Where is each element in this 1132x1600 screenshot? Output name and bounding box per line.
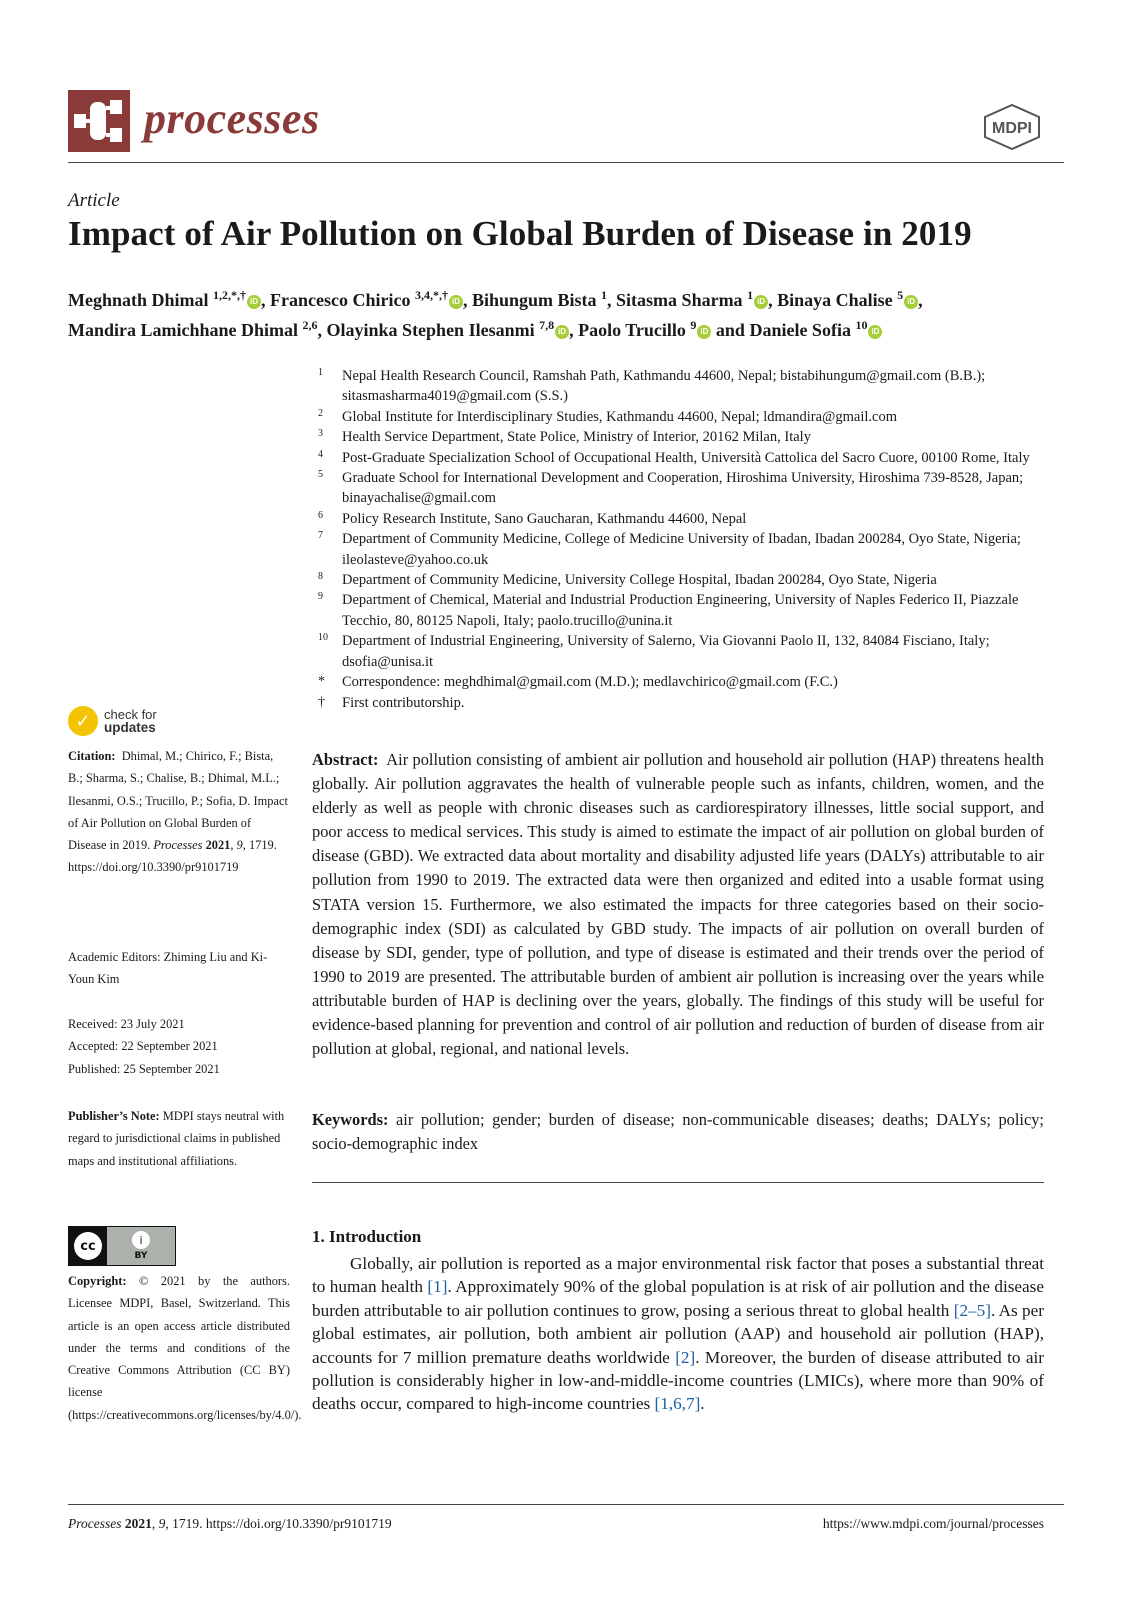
orcid-icon[interactable]: iD	[555, 325, 569, 339]
affiliation-number: 2	[318, 407, 323, 419]
affiliation-item	[318, 529, 1068, 570]
section-divider	[312, 1182, 1044, 1183]
header-divider	[68, 162, 1064, 163]
author-name: Sitasma Sharma	[616, 290, 743, 310]
affiliation-item	[318, 448, 1068, 468]
check-for-updates-button[interactable]	[68, 704, 178, 738]
mdpi-logo	[982, 103, 1042, 151]
orcid-icon[interactable]: iD	[697, 325, 711, 339]
author-affiliation-marker: 2,6	[302, 318, 318, 332]
author-affiliation-marker: 9	[690, 318, 697, 332]
author-affiliation-marker: 1,2,*,†	[213, 288, 247, 302]
check-updates-label: check for updates	[104, 707, 157, 735]
section-heading: 1. Introduction	[312, 1227, 422, 1246]
footer-divider	[68, 1504, 1064, 1505]
author-affiliation-marker: 10	[855, 318, 868, 332]
journal-logo-icon	[68, 90, 130, 152]
affiliation-list	[318, 366, 1068, 713]
affiliation-text: Department of Industrial Engineering, University of Salerno, Via Giovanni Paolo II, 132, 84084 Fisciano, Italy; dsofia@unisa.it	[342, 633, 990, 670]
correspondence-note: * Correspondence: meghdhimal@gmail.com (M.D.); medlavchirico@gmail.com (F.C.)	[318, 674, 838, 691]
affiliation-item	[318, 366, 1068, 407]
author-affiliation-marker: 5	[897, 288, 904, 302]
affiliation-text: Post-Graduate Specialization School of Occupational Health, Università Cattolica del Sacro Cuore, 00100 Rome, Italy	[342, 449, 1030, 466]
affiliation-number: 6	[318, 509, 323, 521]
orcid-icon[interactable]: iD	[868, 325, 882, 339]
contributorship-note: † First contributorship.	[318, 694, 465, 711]
reference-link[interactable]: [2]	[675, 1347, 696, 1367]
affiliation-text: Graduate School for International Development and Cooperation, Hiroshima University, Hiroshima 739-8528, Japan; binayachalise@gmail.com	[342, 470, 1024, 507]
introduction-paragraph: Globally, air pollution is reported as a major environmental risk factor that poses a substantial threat to human health [1]. Approximately 90% of the global population is at risk of air pollution and the disease burden attributable to air pollution continues to grow, posing a serious threat to global health [2–5]. As per global estimates, air pollution, both ambient air pollution (AAP) and household air pollution (HAP), accounts for 7 million premature deaths worldwide [2]. Moreover, the burden of disease attributed to air pollution is considerably higher in low-and-middle-income countries (LMICs), where more than 90% of deaths occur, compared to high-income countries [1,6,7].	[312, 1254, 1045, 1414]
cc-by-license-icon[interactable]: cc i BY	[68, 1226, 176, 1266]
author-affiliation-marker: 1	[747, 288, 754, 302]
affiliation-text: Global Institute for Interdisciplinary Studies, Kathmandu 44600, Nepal; ldmandira@gmail.com	[342, 408, 897, 425]
affiliation-number: 9	[318, 591, 323, 603]
orcid-icon[interactable]: iD	[449, 295, 463, 309]
author-affiliation-marker: 3,4,*,†	[414, 288, 448, 302]
affiliation-item	[318, 631, 1068, 672]
journal-name: processes	[144, 94, 320, 143]
footer-journal-url[interactable]: https://www.mdpi.com/journal/processes	[822, 1516, 1044, 1531]
accepted-date: Accepted: 22 September 2021	[68, 1039, 218, 1054]
affiliation-item	[318, 570, 1068, 590]
author-name: and Daniele Sofia	[715, 320, 851, 340]
author-name: Paolo Trucillo	[578, 320, 686, 340]
check-updates-icon: ✓	[68, 706, 98, 736]
affiliation-number: 10	[318, 632, 328, 644]
affiliation-number: 3	[318, 428, 323, 440]
reference-link[interactable]: [1]	[427, 1277, 448, 1297]
affiliation-text: Nepal Health Research Council, Ramshah Path, Kathmandu 44600, Nepal; bistabihungum@gmail.com (B.B.); sitasmasharma4019@gmail.com (S.S.)	[342, 368, 986, 405]
footer-citation: Processes 2021, 9, 1719. https://doi.org/10.3390/pr9101719	[68, 1516, 392, 1531]
affiliation-number: 8	[318, 571, 323, 583]
affiliation-number: 1	[318, 367, 323, 378]
author-name: Binaya Chalise	[777, 290, 893, 310]
affiliation-text: Department of Chemical, Material and Industrial Production Engineering, University of Naples Federico II, Piazzale Tecchio, 80, 80125 Napoli, Italy; paolo.trucillo@unina.it	[342, 592, 1019, 629]
affiliation-number: 4	[318, 448, 323, 460]
dates-block	[68, 1013, 290, 1080]
affiliation-text: Department of Community Medicine, College of Medicine University of Ibadan, Ibadan 200284, Oyo State, Nigeria; ileolasteve@yahoo.co.uk	[342, 531, 1021, 568]
svg-text:MDPI: MDPI	[992, 120, 1032, 137]
page-title: Impact of Air Pollution on Global Burden of Disease in 2019	[68, 214, 972, 253]
author-name: Bihungum Bista	[471, 290, 597, 310]
publisher-note: Publisher’s Note: MDPI stays neutral with regard to jurisdictional claims in published maps and institutional affiliations.	[68, 1109, 285, 1168]
copyright-block: Copyright: © 2021 by the authors. Licensee MDPI, Basel, Switzerland. This article is an open access article distributed under the terms and conditions of the Creative Commons Attribution (CC BY) license (https://creativecommons.org/licenses/by/4.0/).	[68, 1274, 302, 1422]
affiliation-item	[318, 468, 1068, 509]
received-date: Received: 23 July 2021	[68, 1017, 185, 1031]
abstract: Abstract: Air pollution consisting of ambient air pollution and household air pollution (HAP) threatens health globally. Air pollution aggravates the health of vulnerable people such as infants, children, women, and the elderly as well as people with chronic diseases such as cardiorespiratory illnesses, little social support, and poor access to medical services. This study is aimed to estimate the impact of air pollution on global burden of disease (GBD). We extracted data about mortality and disability adjusted life years (DALYs) attributable to air pollution from 1990 to 2019. The extracted data were then organized and edited into a usable format using STATA version 15. Furthermore, we also estimated the impacts for three categories based on their socio-demographic index (SDI) as calculated by GBD study. The impacts of air pollution on overall burden of disease by SDI, gender, type of pollution, and type of disease is estimated and their trends over the period of 1990 to 2019 are presented. The attributable burden of ambient air pollution is increasing over the years while attributable burden of HAP is declining over the years, globally. The findings of this study will be useful for evidence-based planning for prevention and control of air pollution and reduction of burden of disease from air pollution at global, regional, and national levels.	[312, 750, 1044, 1059]
author-affiliation-marker: 7,8	[539, 318, 555, 332]
author-name: Mandira Lamichhane Dhimal	[68, 320, 299, 340]
author-affiliation-marker: 1	[601, 288, 608, 302]
affiliation-text: Department of Community Medicine, University College Hospital, Ibadan 200284, Oyo State, Nigeria	[342, 572, 937, 589]
keywords: Keywords: air pollution; gender; burden of disease; non-communicable diseases; deaths; DALYs; policy; socio-demographic index	[312, 1110, 1044, 1154]
author-name: Francesco Chirico	[270, 290, 411, 310]
article-type: Article	[68, 190, 120, 211]
orcid-icon[interactable]: iD	[904, 295, 918, 309]
affiliation-number: 7	[318, 530, 323, 542]
affiliation-item	[318, 509, 1068, 529]
orcid-icon[interactable]: iD	[247, 295, 261, 309]
reference-link[interactable]: [2–5]	[953, 1300, 991, 1320]
academic-editors: Academic Editors: Zhiming Liu and Ki-Youn Kim	[68, 950, 268, 987]
citation-block: Citation: Dhimal, M.; Chirico, F.; Bista, B.; Sharma, S.; Chalise, B.; Dhimal, M.L.; Ilesanmi, O.S.; Trucillo, P.; Sofia, D. Impact of Air Pollution on Global Burden of Disease in 2019. Processes 2021, 9, 1719. https://doi.org/10.3390/pr9101719	[68, 749, 288, 875]
orcid-icon[interactable]: iD	[754, 295, 768, 309]
affiliation-item	[318, 427, 1068, 447]
published-date: Published: 25 September 2021	[68, 1061, 220, 1076]
reference-link[interactable]: [1,6,7]	[654, 1394, 701, 1414]
author-name: Meghnath Dhimal	[68, 290, 209, 310]
affiliation-text: Health Service Department, State Police, Ministry of Interior, 20162 Milan, Italy	[342, 429, 811, 446]
author-list: Meghnath Dhimal $^{1,2,*,\dagger}$ iD , Francesco Chirico $^{3,4,*,\dagger}$ iD , Bihungum Bista $^1$, Sitasma Sharma $^1$ iD , Binaya Chalise $^5$ iD , Mandira Lamichhane Dhimal $^{2,6}$, Olayinka Stephen Ilesanmi $^{7,8}$ iD , Paolo Trucillo $^9$ iD and Daniele Sofia $^{10}$ iD	[68, 288, 923, 340]
affiliation-item	[318, 590, 1068, 631]
affiliation-item	[318, 407, 1068, 427]
affiliation-number: 5	[318, 469, 323, 481]
affiliation-text: Policy Research Institute, Sano Gaucharan, Kathmandu 44600, Nepal	[342, 510, 747, 527]
author-name: Olayinka Stephen Ilesanmi	[326, 320, 535, 340]
